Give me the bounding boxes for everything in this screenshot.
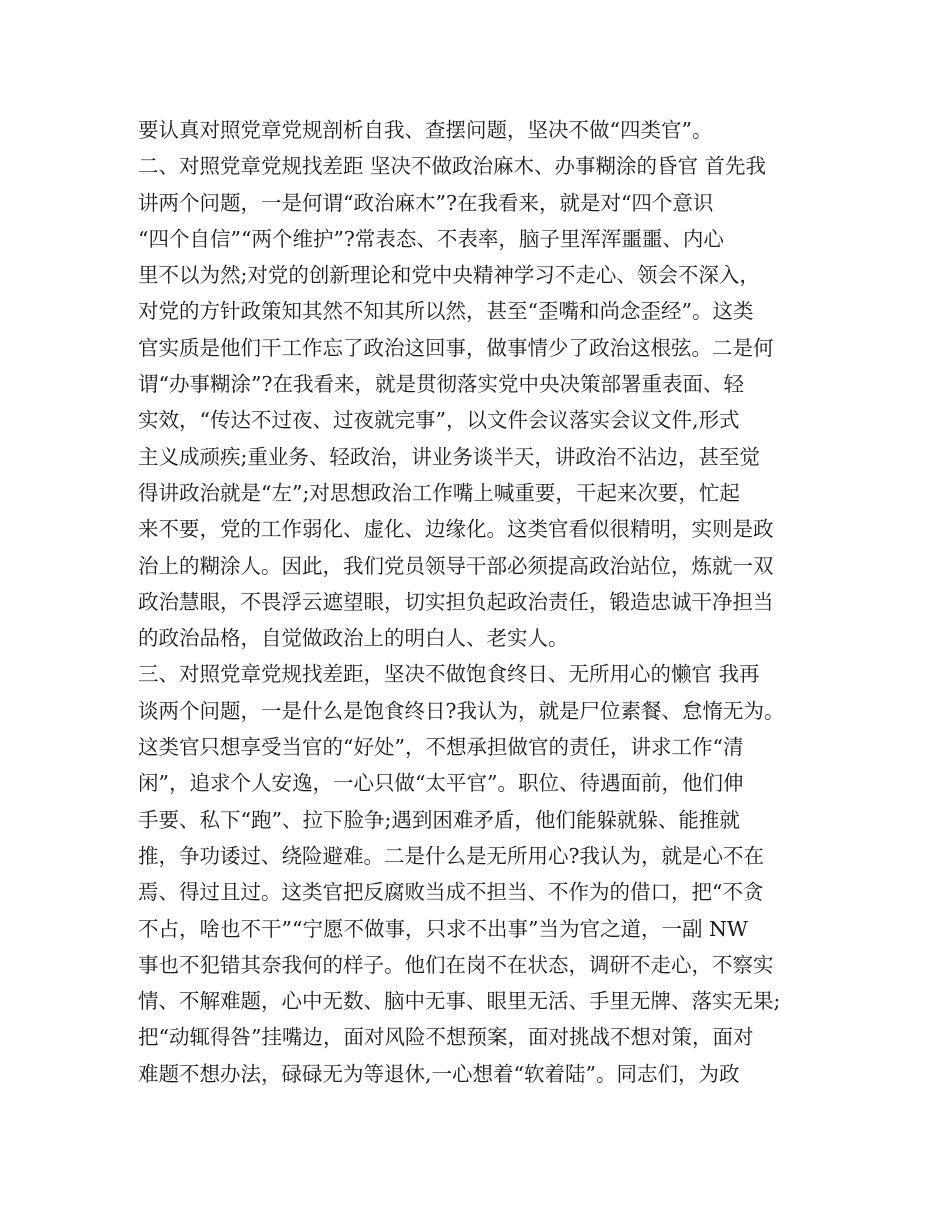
text-line: 治上的糊涂人。因此，我们党员领导干部必须提高政治站位，炼就一双 [138,553,774,578]
text-line: 来不要，党的工作弱化、虚化、边缘化。这类官看似很精明，实则是政 [138,517,774,542]
text-line: 里不以为然;对党的创新理论和党中央精神学习不走心、领会不深入， [138,263,760,288]
section-heading-line: 二、对照党章党规找差距 坚决不做政治麻木、办事糊涂的昏官 首先我 [138,154,767,179]
text-line: 难题不想办法，碌碌无为等退休,一心想着“软着陆”。同志们，为政 [138,1061,740,1086]
text-line: “四个自信”“两个维护”?常表态、不表率，脑子里浑浑噩噩、内心 [138,226,724,251]
text-line: 要认真对照党章党规剖析自我、查摆问题，坚决不做“四类官”。 [138,118,713,142]
body-text [138,112,828,1092]
text-line: 不占，啥也不干”“宁愿不做事，只求不出事”当为官之道，一副 NW [138,916,748,941]
text-line: 焉、得过且过。这类官把反腐败当成不担当、不作为的借口，把“不贪 [138,880,764,905]
text-line: 谈两个问题，一是什么是饱食终日?我认为，就是尸位素餐、怠惰无为。 [138,698,785,723]
text-line: 政治慧眼，不畏浮云遮望眼，切实担负起政治责任，锻造忠诚干净担当 [138,589,774,614]
text-line: 闲”，追求个人安逸，一心只做“太平官”。职位、待遇面前，他们伸 [138,771,744,796]
text-line: 主义成顽疾;重业务、轻政治，讲业务谈半天，讲政治不沾边，甚至觉 [138,444,760,469]
text-line: 谓“办事糊涂”?在我看来，就是贯彻落实党中央决策部署重表面、轻 [138,372,744,397]
text-line: 实效，“传达不过夜、过夜就完事”，以文件会议落实会议文件,形式 [138,408,740,433]
section-heading-line: 三、对照党章党规找差距，坚决不做饱食终日、无所用心的懒官 我再 [138,662,760,687]
text-line: 官实质是他们干工作忘了政治这回事，做事情少了政治这根弦。二是何 [138,335,774,360]
text-line: 事也不犯错其奈我何的样子。他们在岗不在状态，调研不走心，不察实 [138,952,774,977]
text-line: 对党的方针政策知其然不知其所以然，甚至“歪嘴和尚念歪经”。这类 [138,299,754,324]
text-line: 情、不解难题，心中无数、脑中无事、眼里无活、手里无牌、落实无果; [138,989,781,1014]
text-line: 的政治品格，自觉做政治上的明白人、老实人。 [138,626,569,651]
text-line: 把“动辄得咎”挂嘴边，面对风险不想预案，面对挑战不想对策，面对 [138,1025,754,1050]
text-line: 这类官只想享受当官的“好处”，不想承担做官的责任，讲求工作“清 [138,735,744,760]
text-line: 讲两个问题，一是何谓“政治麻木”?在我看来，就是对“四个意识 [138,190,714,215]
text-line: 得讲政治就是“左”;对思想政治工作嘴上喊重要，干起来次要，忙起 [138,480,740,505]
text-line: 手要、私下“跑”、拉下脸争;遇到困难矛盾，他们能躲就躲、能推就 [138,807,740,832]
text-line: 推，争功诿过、绕险避难。二是什么是无所用心?我认为，就是心不在 [138,843,764,868]
